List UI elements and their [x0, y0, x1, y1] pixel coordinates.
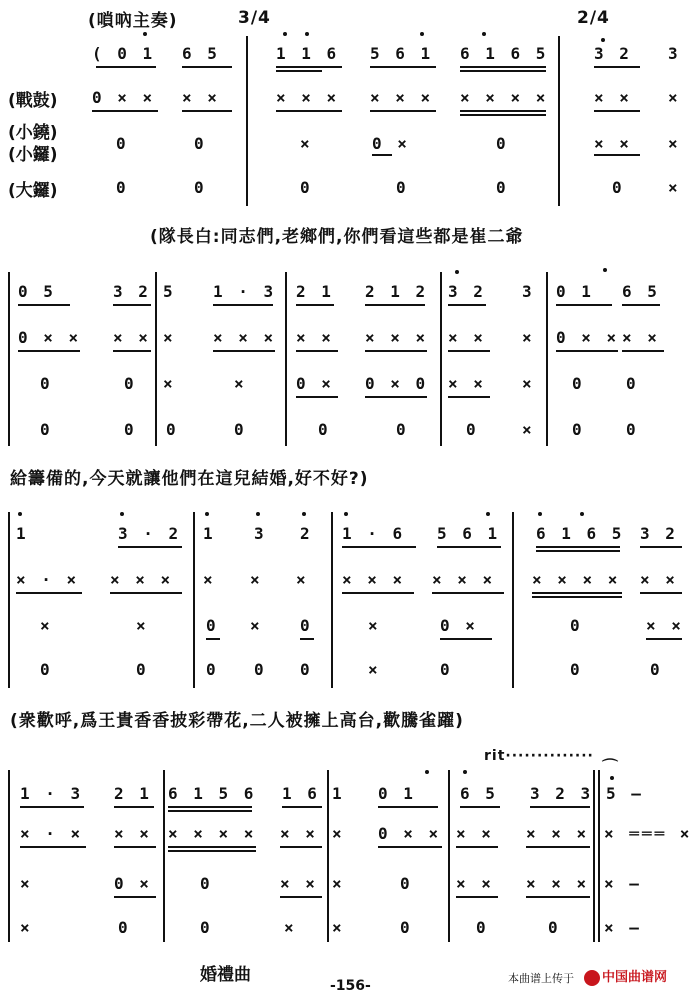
logo-text: 中国曲谱网 [602, 970, 668, 985]
drum-hit: × × [640, 570, 678, 589]
beam [432, 592, 504, 594]
beam [118, 546, 182, 548]
drum-hit: × × × [365, 328, 429, 347]
drum-hit: × × [113, 328, 151, 347]
melody-note: 3 2 [448, 282, 486, 301]
upload-note: 本曲谱上传于 [508, 972, 574, 985]
beam [594, 110, 640, 112]
melody-note: 0 5 [18, 282, 56, 301]
gong-hit: 0 [300, 660, 313, 679]
drum-hit: × [332, 824, 345, 843]
beam [530, 806, 590, 808]
gong-hit: 0 [136, 660, 149, 679]
octave-dot [603, 268, 607, 272]
gong-hit: 0 [548, 918, 561, 937]
octave-dot [120, 512, 124, 516]
drum-hit: × × × [526, 824, 590, 843]
site-logo[interactable] [584, 966, 667, 986]
cymbal-hit: × × × [526, 874, 590, 893]
cymbal-hit: × [300, 134, 313, 153]
barline [546, 272, 548, 446]
melody-note: ( 0 1 [92, 44, 156, 63]
barline [8, 770, 10, 942]
gong-hit: 0 [396, 178, 409, 197]
beam [378, 806, 438, 808]
octave-dot [463, 770, 467, 774]
cymbal-hit: 0 [40, 374, 53, 393]
melody-note: 6 5 [460, 784, 498, 803]
gong-hit: 0 [572, 420, 585, 439]
gong-hit: 0 [612, 178, 625, 197]
melody-note: 6 1 6 5 [536, 524, 625, 543]
label-zhangu: (戰鼓) [8, 91, 58, 111]
melody-note: 6 1 5 6 [168, 784, 257, 803]
beam [276, 66, 342, 68]
gong-hit: × — [604, 918, 642, 937]
drum-hit: × × × [213, 328, 277, 347]
ritardando-mark: rit·············· [484, 748, 594, 764]
melody-note: 6 5 [182, 44, 220, 63]
drum-hit: × × [182, 88, 220, 107]
beam [460, 806, 500, 808]
melody-note: 2 [300, 524, 313, 543]
gong-hit: 0 [300, 178, 313, 197]
drum-hit: × · × [16, 570, 80, 589]
beam [448, 396, 490, 398]
beam [365, 396, 427, 398]
beam [526, 896, 590, 898]
beam [18, 304, 70, 306]
drum-hit: × × × × [532, 570, 621, 589]
cymbal-hit: × [20, 874, 33, 893]
gong-hit: 0 [400, 918, 413, 937]
drum-hit: × × × [276, 88, 340, 107]
beam [460, 66, 546, 68]
narration-line: 給籌備的,今天就讓他們在這兒結婚,好不好?) [10, 469, 369, 489]
octave-dot [205, 512, 209, 516]
beam [532, 592, 622, 594]
cymbal-hit: 0 [572, 374, 585, 393]
beam [456, 896, 498, 898]
beam [526, 846, 590, 848]
melody-note: 1 6 [282, 784, 320, 803]
gong-hit: × [668, 178, 681, 197]
octave-dot [344, 512, 348, 516]
beam [213, 304, 273, 306]
beam [440, 638, 492, 640]
beam [532, 596, 622, 598]
gong-hit: 0 [124, 420, 137, 439]
melody-note: 2 1 [296, 282, 334, 301]
octave-dot [538, 512, 542, 516]
cymbal-hit: 0 [626, 374, 639, 393]
drum-hit: × [296, 570, 309, 589]
gong-hit: 0 [234, 420, 247, 439]
cymbal-hit: × × [456, 874, 494, 893]
cymbal-hit: × × [448, 374, 486, 393]
beam [276, 70, 322, 72]
barline [593, 770, 595, 942]
beam [168, 806, 252, 808]
drum-hit: × [163, 328, 176, 347]
drum-hit: × × × × [168, 824, 257, 843]
cymbal-hit: 0 × 0 [365, 374, 429, 393]
cymbal-hit: × [368, 616, 381, 635]
narration-line: (隊長白:同志們,老鄉們,你們看這些都是崔二爺 [150, 227, 524, 247]
barline [246, 36, 248, 206]
beam [20, 846, 86, 848]
beam [622, 304, 660, 306]
drum-hit: × × [296, 328, 334, 347]
drum-hit: × × × [432, 570, 496, 589]
gong-hit: 0 [318, 420, 331, 439]
gong-hit: × [332, 918, 345, 937]
gong-hit: 0 [118, 918, 131, 937]
barline [193, 512, 195, 688]
cymbal-hit: × × [280, 874, 318, 893]
beam [646, 638, 682, 640]
beam [168, 846, 256, 848]
beam [182, 110, 232, 112]
melody-note: 3 2 [640, 524, 678, 543]
beam [536, 546, 620, 548]
melody-note: 3 2 [594, 44, 632, 63]
octave-dot [420, 32, 424, 36]
beam [296, 396, 338, 398]
cymbal-hit: 0 [570, 616, 583, 635]
gong-hit: 0 [626, 420, 639, 439]
beam [18, 350, 80, 352]
cymbal-hit: × [332, 874, 345, 893]
cymbal-hit: × [163, 374, 176, 393]
beam [213, 350, 275, 352]
cymbal-hit: 0 [400, 874, 413, 893]
melody-note: 3 2 [113, 282, 151, 301]
drum-hit: 0 × × [92, 88, 156, 107]
beam [300, 638, 314, 640]
drum-hit: × × [456, 824, 494, 843]
drum-hit: × × × [370, 88, 434, 107]
drum-hit: × × [594, 88, 632, 107]
gong-hit: × [368, 660, 381, 679]
barline [285, 272, 287, 446]
drum-hit: × × [114, 824, 152, 843]
melody-note: 1 1 6 [276, 44, 340, 63]
beam [182, 66, 232, 68]
melody-note: 1 · 6 [342, 524, 406, 543]
octave-dot [601, 38, 605, 42]
beam [20, 806, 84, 808]
beam [114, 846, 156, 848]
gong-hit: 0 [194, 178, 207, 197]
barline [331, 512, 333, 688]
octave-dot [283, 32, 287, 36]
gong-hit: 0 [650, 660, 663, 679]
drum-hit: × [203, 570, 216, 589]
beam [114, 806, 154, 808]
fermata-icon: ⌒ [602, 757, 619, 776]
drum-hit: × · × [20, 824, 84, 843]
octave-dot [580, 512, 584, 516]
beam [280, 846, 322, 848]
beam [640, 592, 682, 594]
gong-hit: 0 [40, 420, 53, 439]
barline [327, 770, 329, 942]
cymbal-hit: 0 [124, 374, 137, 393]
beam [448, 350, 490, 352]
beam [437, 546, 501, 548]
barline [512, 512, 514, 688]
octave-dot [256, 512, 260, 516]
label-daluo: (大鑼) [8, 181, 58, 201]
cymbal-hit: 0 × [372, 134, 410, 153]
label-xiaoluo: (小鑼) [8, 145, 58, 165]
drum-hit: × [250, 570, 263, 589]
gong-hit: 0 [396, 420, 409, 439]
drum-hit: × ═══ × [604, 824, 693, 843]
beam [282, 806, 322, 808]
octave-dot [18, 512, 22, 516]
melody-note: 6 5 [622, 282, 660, 301]
narration-line: (衆歡呼,爲王貴香香披彩帶花,二人被擁上高台,歡騰雀躍) [10, 711, 464, 731]
beam [92, 110, 158, 112]
drum-hit: × × [448, 328, 486, 347]
beam [296, 350, 338, 352]
gong-hit: × [20, 918, 33, 937]
beam [378, 846, 442, 848]
melody-note: 1 [16, 524, 29, 543]
page-number: -156- [330, 978, 371, 994]
barline [155, 272, 157, 446]
melody-note: 5 [163, 282, 176, 301]
cymbal-hit: 0 [206, 616, 219, 635]
beam [342, 546, 416, 548]
gong-hit: × [284, 918, 297, 937]
barline [448, 770, 450, 942]
cymbal-hit: × [250, 616, 263, 635]
cymbal-hit: 0 × [440, 616, 478, 635]
melody-note: 1 · 3 [213, 282, 277, 301]
drum-hit: × [522, 328, 535, 347]
cymbal-hit: 0 [116, 134, 129, 153]
octave-dot [425, 770, 429, 774]
drum-hit: × × [280, 824, 318, 843]
cymbal-hit: 0 [300, 616, 313, 635]
octave-dot [305, 32, 309, 36]
beam [536, 550, 620, 552]
cymbal-hit: 0 [200, 874, 213, 893]
beam [113, 304, 151, 306]
octave-dot [302, 512, 306, 516]
piece-title: 婚禮曲 [200, 965, 251, 985]
beam [296, 304, 334, 306]
beam [280, 896, 322, 898]
gong-hit: 0 [466, 420, 479, 439]
cymbal-hit: × [522, 374, 535, 393]
beam [456, 846, 498, 848]
gong-hit: 0 [206, 660, 219, 679]
beam [460, 110, 546, 112]
beam [110, 592, 182, 594]
beam [372, 154, 392, 156]
melody-note: 5 — [606, 784, 644, 803]
beam [460, 114, 546, 116]
melody-note: 3 [254, 524, 267, 543]
melody-note: 5 6 1 [370, 44, 434, 63]
beam [113, 350, 151, 352]
beam [594, 66, 640, 68]
melody-note: 1 [203, 524, 216, 543]
instrument-title: (嗩吶主奏) [88, 11, 178, 31]
melody-note: 0 1 [378, 784, 416, 803]
cymbal-hit: 0 × [296, 374, 334, 393]
drum-hit: × × [622, 328, 660, 347]
drum-hit: × × × [342, 570, 406, 589]
melody-note: 2 1 2 [365, 282, 429, 301]
cymbal-hit: 0 [194, 134, 207, 153]
cymbal-hit: × × [646, 616, 684, 635]
cymbal-hit: 0 [496, 134, 509, 153]
drum-hit: × × × [110, 570, 174, 589]
cymbal-hit: × × [594, 134, 632, 153]
gong-hit: 0 [476, 918, 489, 937]
gong-hit: 0 [116, 178, 129, 197]
beam [206, 638, 220, 640]
drum-hit: × [668, 88, 681, 107]
melody-note: 3 2 3 [530, 784, 594, 803]
time-signature-2-4: 2/4 [577, 8, 610, 28]
beam [342, 592, 414, 594]
beam [640, 546, 682, 548]
barline [558, 36, 560, 206]
octave-dot [486, 512, 490, 516]
cymbal-hit: × [234, 374, 247, 393]
beam [556, 350, 618, 352]
beam [16, 592, 82, 594]
cymbal-hit: × [668, 134, 681, 153]
barline [163, 770, 165, 942]
beam [276, 110, 342, 112]
octave-dot [482, 32, 486, 36]
octave-dot [455, 270, 459, 274]
melody-note: 3 [522, 282, 535, 301]
beam [594, 154, 640, 156]
melody-note: 3 [668, 44, 681, 63]
drum-hit: 0 × × [378, 824, 442, 843]
beam [370, 66, 436, 68]
melody-note: 5 6 1 [437, 524, 501, 543]
gong-hit: 0 [254, 660, 267, 679]
beam [96, 66, 156, 68]
label-xiaobo: (小鐃) [8, 123, 58, 143]
time-signature-3-4: 3/4 [238, 8, 271, 28]
beam [448, 304, 486, 306]
beam [365, 350, 427, 352]
logo-icon [584, 970, 600, 986]
barline [8, 272, 10, 446]
beam [168, 850, 256, 852]
beam [168, 810, 252, 812]
drum-hit: × × × × [460, 88, 549, 107]
barline [8, 512, 10, 688]
melody-note: 0 1 [556, 282, 594, 301]
cymbal-hit: × [136, 616, 149, 635]
cymbal-hit: 0 × [114, 874, 152, 893]
melody-note: 6 1 6 5 [460, 44, 549, 63]
cymbal-hit: × [40, 616, 53, 635]
barline [440, 272, 442, 446]
drum-hit: 0 × × [18, 328, 82, 347]
gong-hit: 0 [200, 918, 213, 937]
gong-hit: 0 [166, 420, 179, 439]
melody-note: 1 · 3 [20, 784, 84, 803]
melody-note: 2 1 [114, 784, 152, 803]
cymbal-hit: × — [604, 874, 642, 893]
octave-dot [143, 32, 147, 36]
beam [114, 896, 156, 898]
beam [556, 304, 612, 306]
gong-hit: 0 [40, 660, 53, 679]
gong-hit: 0 [496, 178, 509, 197]
melody-note: 3 · 2 [118, 524, 182, 543]
gong-hit: 0 [570, 660, 583, 679]
beam [622, 350, 664, 352]
barline [598, 770, 600, 942]
beam [365, 304, 425, 306]
melody-note: 1 [332, 784, 345, 803]
beam [370, 110, 436, 112]
gong-hit: 0 [440, 660, 453, 679]
beam [460, 70, 546, 72]
drum-hit: 0 × × [556, 328, 620, 347]
gong-hit: × [522, 420, 535, 439]
